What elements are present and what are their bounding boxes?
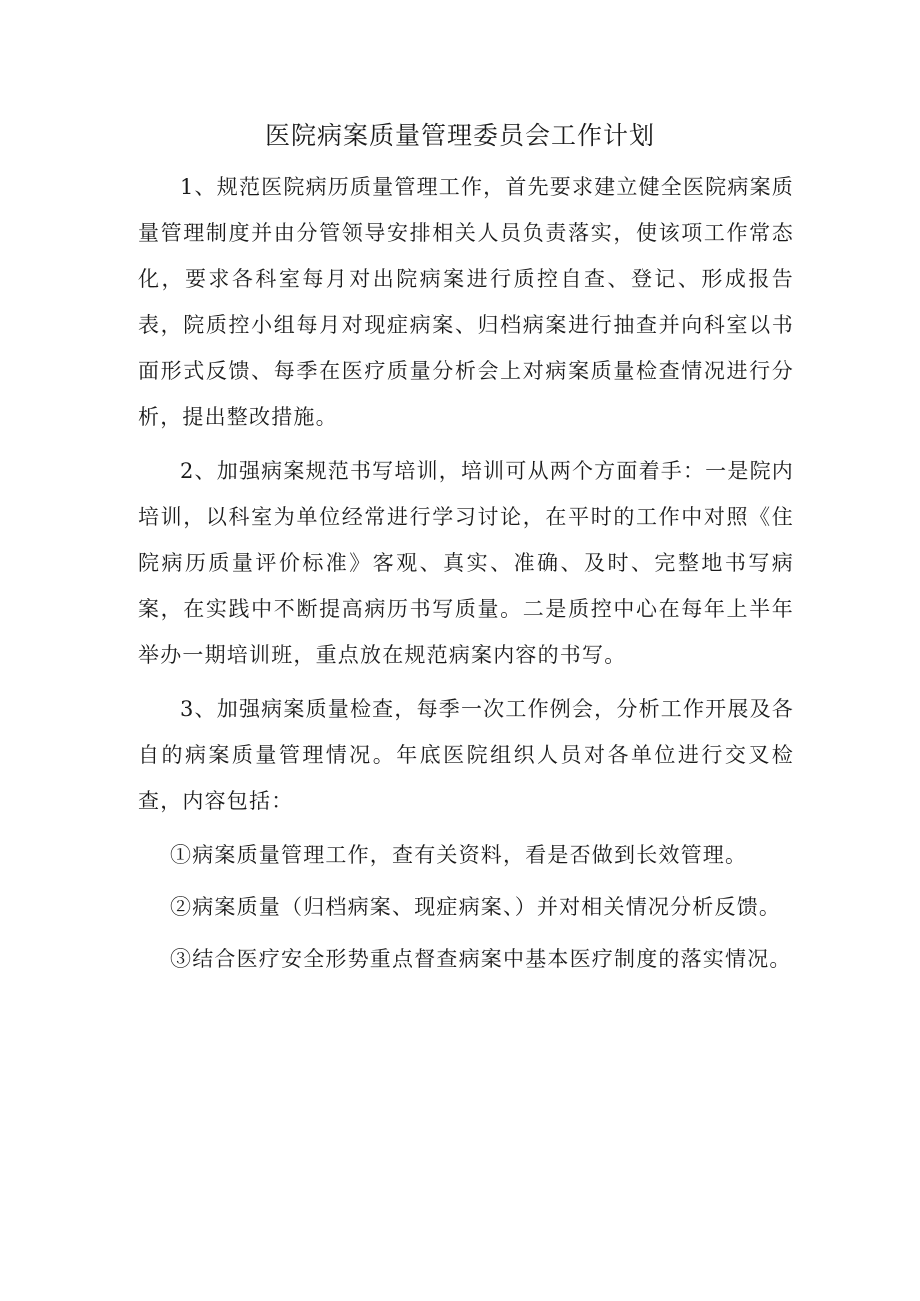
list-item: ①病案质量管理工作，查有关资料，看是否做到长效管理。 [170,843,748,867]
paragraph-writing-training: 2、加强病案规范书写培训，培训可从两个方面着手：一是院内培训，以科室为单位经常进行学习讨论，在平时的工作中对照《住院病历质量评价标准》客观、真实、准确、及时、完整地书写病案，在实践中不断提高病历书写质量。二是质控中心在每年上半年举办一期培训班，重点放在规范病案内容的书写。 [138,459,794,667]
paragraph-quality-management: 1、规范医院病历质量管理工作，首先要求建立健全医院病案质量管理制度并由分管领导安排相关人员负责落实，使该项工作常态化，要求各科室每月对出院病案进行质控自查、登记、形成报告表，院质控小组每月对现症病案、归档病案进行抽查并向科室以书面形式反馈、每季在医疗质量分析会上对病案质量检查情况进行分析，提出整改措施。 [138,175,794,429]
document-title: 医院病案质量管理委员会工作计划 [264,121,655,150]
list-item: ②病案质量（归档病案、现症病案、）并对相关情况分析反馈。 [170,895,782,919]
list-item: ③结合医疗安全形势重点督查病案中基本医疗制度的落实情况。 [170,947,792,971]
inspection-items-list [138,832,794,982]
document-body [138,164,794,982]
paragraph-quality-inspection: 3、加强病案质量检查，每季一次工作例会，分析工作开展及各自的病案质量管理情况。年底医院组织人员对各单位进行交叉检查，内容包括： [138,697,794,813]
